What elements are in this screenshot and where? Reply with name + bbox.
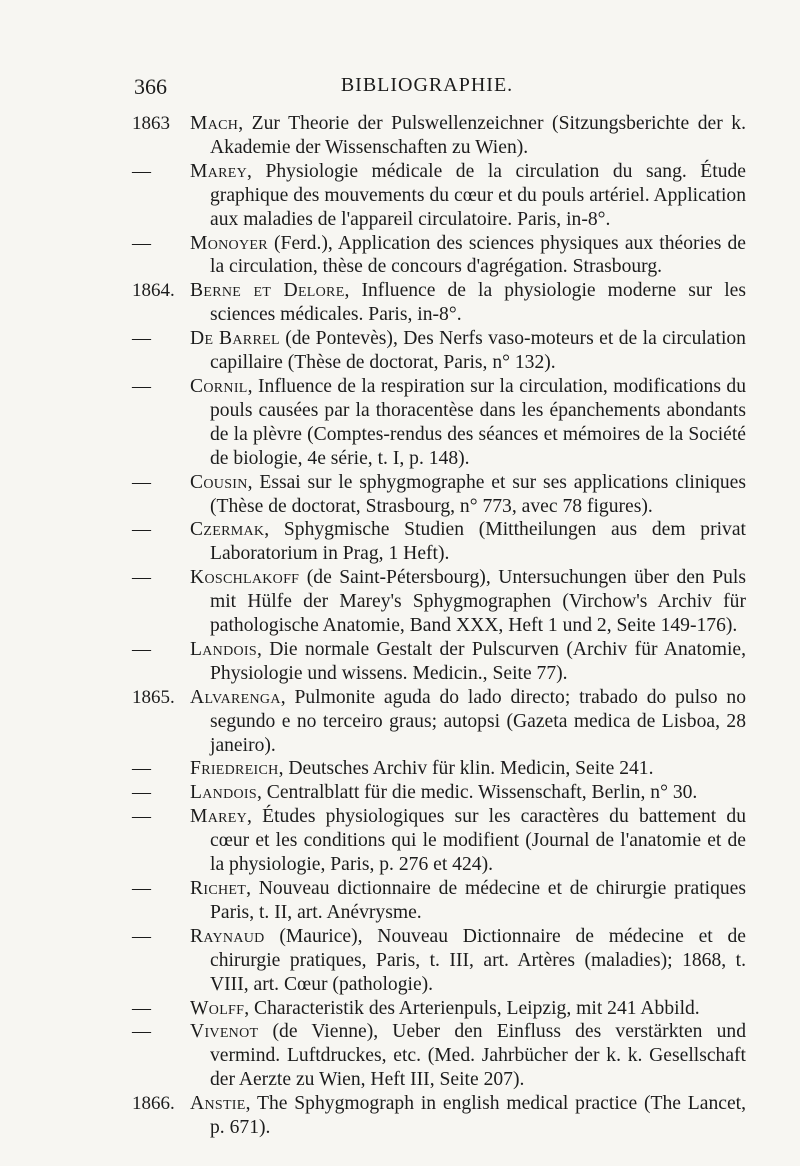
entry-author: Friedreich: [190, 758, 279, 780]
entry-author: Mach: [190, 113, 239, 134]
entry-year: 1866.: [132, 1093, 175, 1115]
entry-body: , Physiologie médicale de la circulation du sang. Étude graphique des mouvements du cœur et du pouls artériel. Application aux maladies de l'appareil circulatoire. Paris, in-8°.: [210, 160, 746, 230]
entry-body: , Die normale Gestalt der Pulscurven (Archiv für Anatomie, Physiologie und wissens. Medicin., Seite 77).: [210, 638, 746, 684]
entry-text: [190, 112, 746, 160]
entry-body: , Influence de la respiration sur la circulation, modifications du pouls causées par la thoracentèse dans les épanchements abondants de la plèvre (Comptes-rendus des séances et mémoires de la Société de biologie, 4e série, t. I, p. 148).: [210, 375, 746, 469]
entry-year: —: [132, 471, 151, 493]
bibliography-entry: [0, 686, 800, 758]
bibliography-entry: [0, 279, 800, 327]
bibliography-entry: [0, 925, 800, 997]
entry-author: Marey: [190, 160, 248, 182]
entry-year: —: [132, 232, 151, 254]
bibliography-entry: [0, 1020, 800, 1092]
entry-text: [190, 757, 746, 781]
bibliography-entry: [0, 805, 800, 877]
entry-text: [190, 471, 746, 519]
entry-year: 1864.: [132, 280, 175, 302]
entry-body: , Zur Theorie der Pulswellenzeichner (Sitzungsberichte der k. Akademie der Wissenschaften zu Wien).: [210, 113, 746, 158]
entry-year: —: [132, 328, 151, 350]
entry-text: [190, 518, 746, 566]
entry-body: , Nouveau dictionnaire de médecine et de chirurgie pratiques Paris, t. II, art. Anévrysme.: [210, 878, 746, 923]
entry-year: —: [132, 925, 151, 947]
entry-author: Cousin: [190, 471, 248, 493]
entry-year: —: [132, 638, 151, 660]
entry-body: , Deutsches Archiv für klin. Medicin, Seite 241.: [278, 758, 654, 780]
entry-author: Landois: [190, 782, 257, 804]
entry-year: —: [132, 782, 151, 804]
bibliography-entry: [0, 757, 800, 781]
entry-body: , Characteristik des Arterienpuls, Leipzig, mit 241 Abbild.: [244, 997, 700, 1019]
entry-body: (de Pontevès), Des Nerfs vaso-moteurs et de la circulation capillaire (Thèse de doctorat, Paris, n° 132).: [210, 328, 746, 374]
entry-author: Monoyer: [190, 232, 268, 254]
entry-text: [190, 1020, 746, 1092]
entry-text: [190, 805, 746, 877]
entry-body: (Ferd.), Application des sciences physiques aux théories de la circulation, thèse de concours d'agrégation. Strasbourg.: [210, 232, 746, 278]
entry-year: —: [132, 519, 151, 541]
entry-year: 1863: [132, 113, 170, 134]
entry-body: , Essai sur le sphygmographe et sur ses applications cliniques (Thèse de doctorat, Strasbourg, n° 773, avec 78 figures).: [210, 471, 746, 517]
entry-year: —: [132, 567, 151, 589]
entry-body: (de Vienne), Ueber den Einfluss des verstärkten und vermind. Luftdruckes, etc. (Med. Jahrbücher der k. k. Gesellschaft der Aerzte zu Wien, Heft III, Seite 207).: [210, 1021, 746, 1091]
entry-year: —: [132, 806, 151, 828]
entry-author: Czermak: [190, 519, 265, 541]
entry-year: —: [132, 997, 151, 1019]
entry-author: Wolff: [190, 997, 245, 1019]
bibliography-entry: [0, 232, 800, 280]
entry-text: [190, 1092, 746, 1140]
bibliography-entry: [0, 877, 800, 925]
bibliography-list: [0, 112, 800, 1140]
bibliography-entry: [0, 781, 800, 805]
entry-text: [190, 781, 746, 805]
page-number: 366: [134, 74, 167, 99]
entry-body: (Maurice), Nouveau Dictionnaire de médecine et de chirurgie pratiques, Paris, t. III, art. Artères (maladies); 1868, t. VIII, art. Cœur (pathologie).: [210, 925, 746, 995]
entry-year: —: [132, 878, 151, 899]
bibliography-entry: [0, 327, 800, 375]
entry-author: Raynaud: [190, 925, 265, 947]
entry-year: —: [132, 375, 151, 397]
entry-text: [190, 160, 746, 232]
entry-author: Landois: [190, 638, 257, 660]
entry-author: De Barrel: [190, 328, 280, 350]
entry-body: , Sphygmische Studien (Mittheilungen aus dem privat Laboratorium in Prag, 1 Heft).: [210, 519, 746, 565]
entry-year: —: [132, 758, 151, 780]
entry-year: 1865.: [132, 686, 175, 708]
entry-body: , Études physiologiques sur les caractères du battement du cœur et les conditions qui le modifient (Journal de l'anatomie et de la physiologie, Paris, p. 276 et 424).: [210, 806, 746, 876]
entry-body: , Influence de la physiologie moderne sur les sciences médicales. Paris, in-8°.: [210, 280, 746, 326]
bibliography-entry: [0, 112, 800, 160]
entry-text: [190, 232, 746, 280]
entry-author: Cornil: [190, 375, 248, 397]
entry-text: [190, 877, 746, 925]
entry-text: [190, 375, 746, 471]
bibliography-entry: [0, 518, 800, 566]
entry-author: Anstie: [190, 1093, 246, 1115]
entry-year: —: [132, 160, 151, 182]
running-title: BIBLIOGRAPHIE.: [340, 74, 514, 96]
page-header: [134, 70, 720, 100]
bibliography-entry: [0, 566, 800, 638]
entry-body: , Pulmonite aguda do lado directo; trabado do pulso no segundo e no terceiro graus; autopsi (Gazeta medica de Lisboa, 28 janeiro).: [210, 686, 746, 756]
entry-author: Vivenot: [190, 1021, 259, 1043]
bibliography-entry: [0, 471, 800, 519]
entry-author: Alvarenga: [190, 686, 281, 708]
bibliography-entry: [0, 160, 800, 232]
entry-body: , The Sphygmograph in english medical practice (The Lancet, p. 671).: [210, 1093, 746, 1139]
bibliography-entry: [0, 997, 800, 1021]
entry-author: Marey: [190, 806, 248, 828]
entry-text: [190, 327, 746, 375]
entry-text: [190, 997, 746, 1021]
entry-text: [190, 686, 746, 758]
entry-text: [190, 925, 746, 997]
entry-body: (de Saint-Pétersbourg), Untersuchungen über den Puls mit Hülfe der Marey's Sphygmographen (Virchow's Archiv für pathologische Anatomie, Band XXX, Heft 1 und 2, Seite 149-176).: [210, 567, 746, 637]
bibliography-entry: [0, 1092, 800, 1140]
entry-year: —: [132, 1021, 151, 1043]
entry-author: Berne et Delore: [190, 280, 345, 302]
bibliography-entry: [0, 375, 800, 471]
entry-text: [190, 638, 746, 686]
entry-text: [190, 279, 746, 327]
entry-author: Richet: [190, 878, 247, 899]
entry-author: Koschlakoff: [190, 567, 300, 589]
bibliography-entry: [0, 638, 800, 686]
entry-body: , Centralblatt für die medic. Wissenschaft, Berlin, n° 30.: [256, 782, 698, 804]
entry-text: [190, 566, 746, 638]
